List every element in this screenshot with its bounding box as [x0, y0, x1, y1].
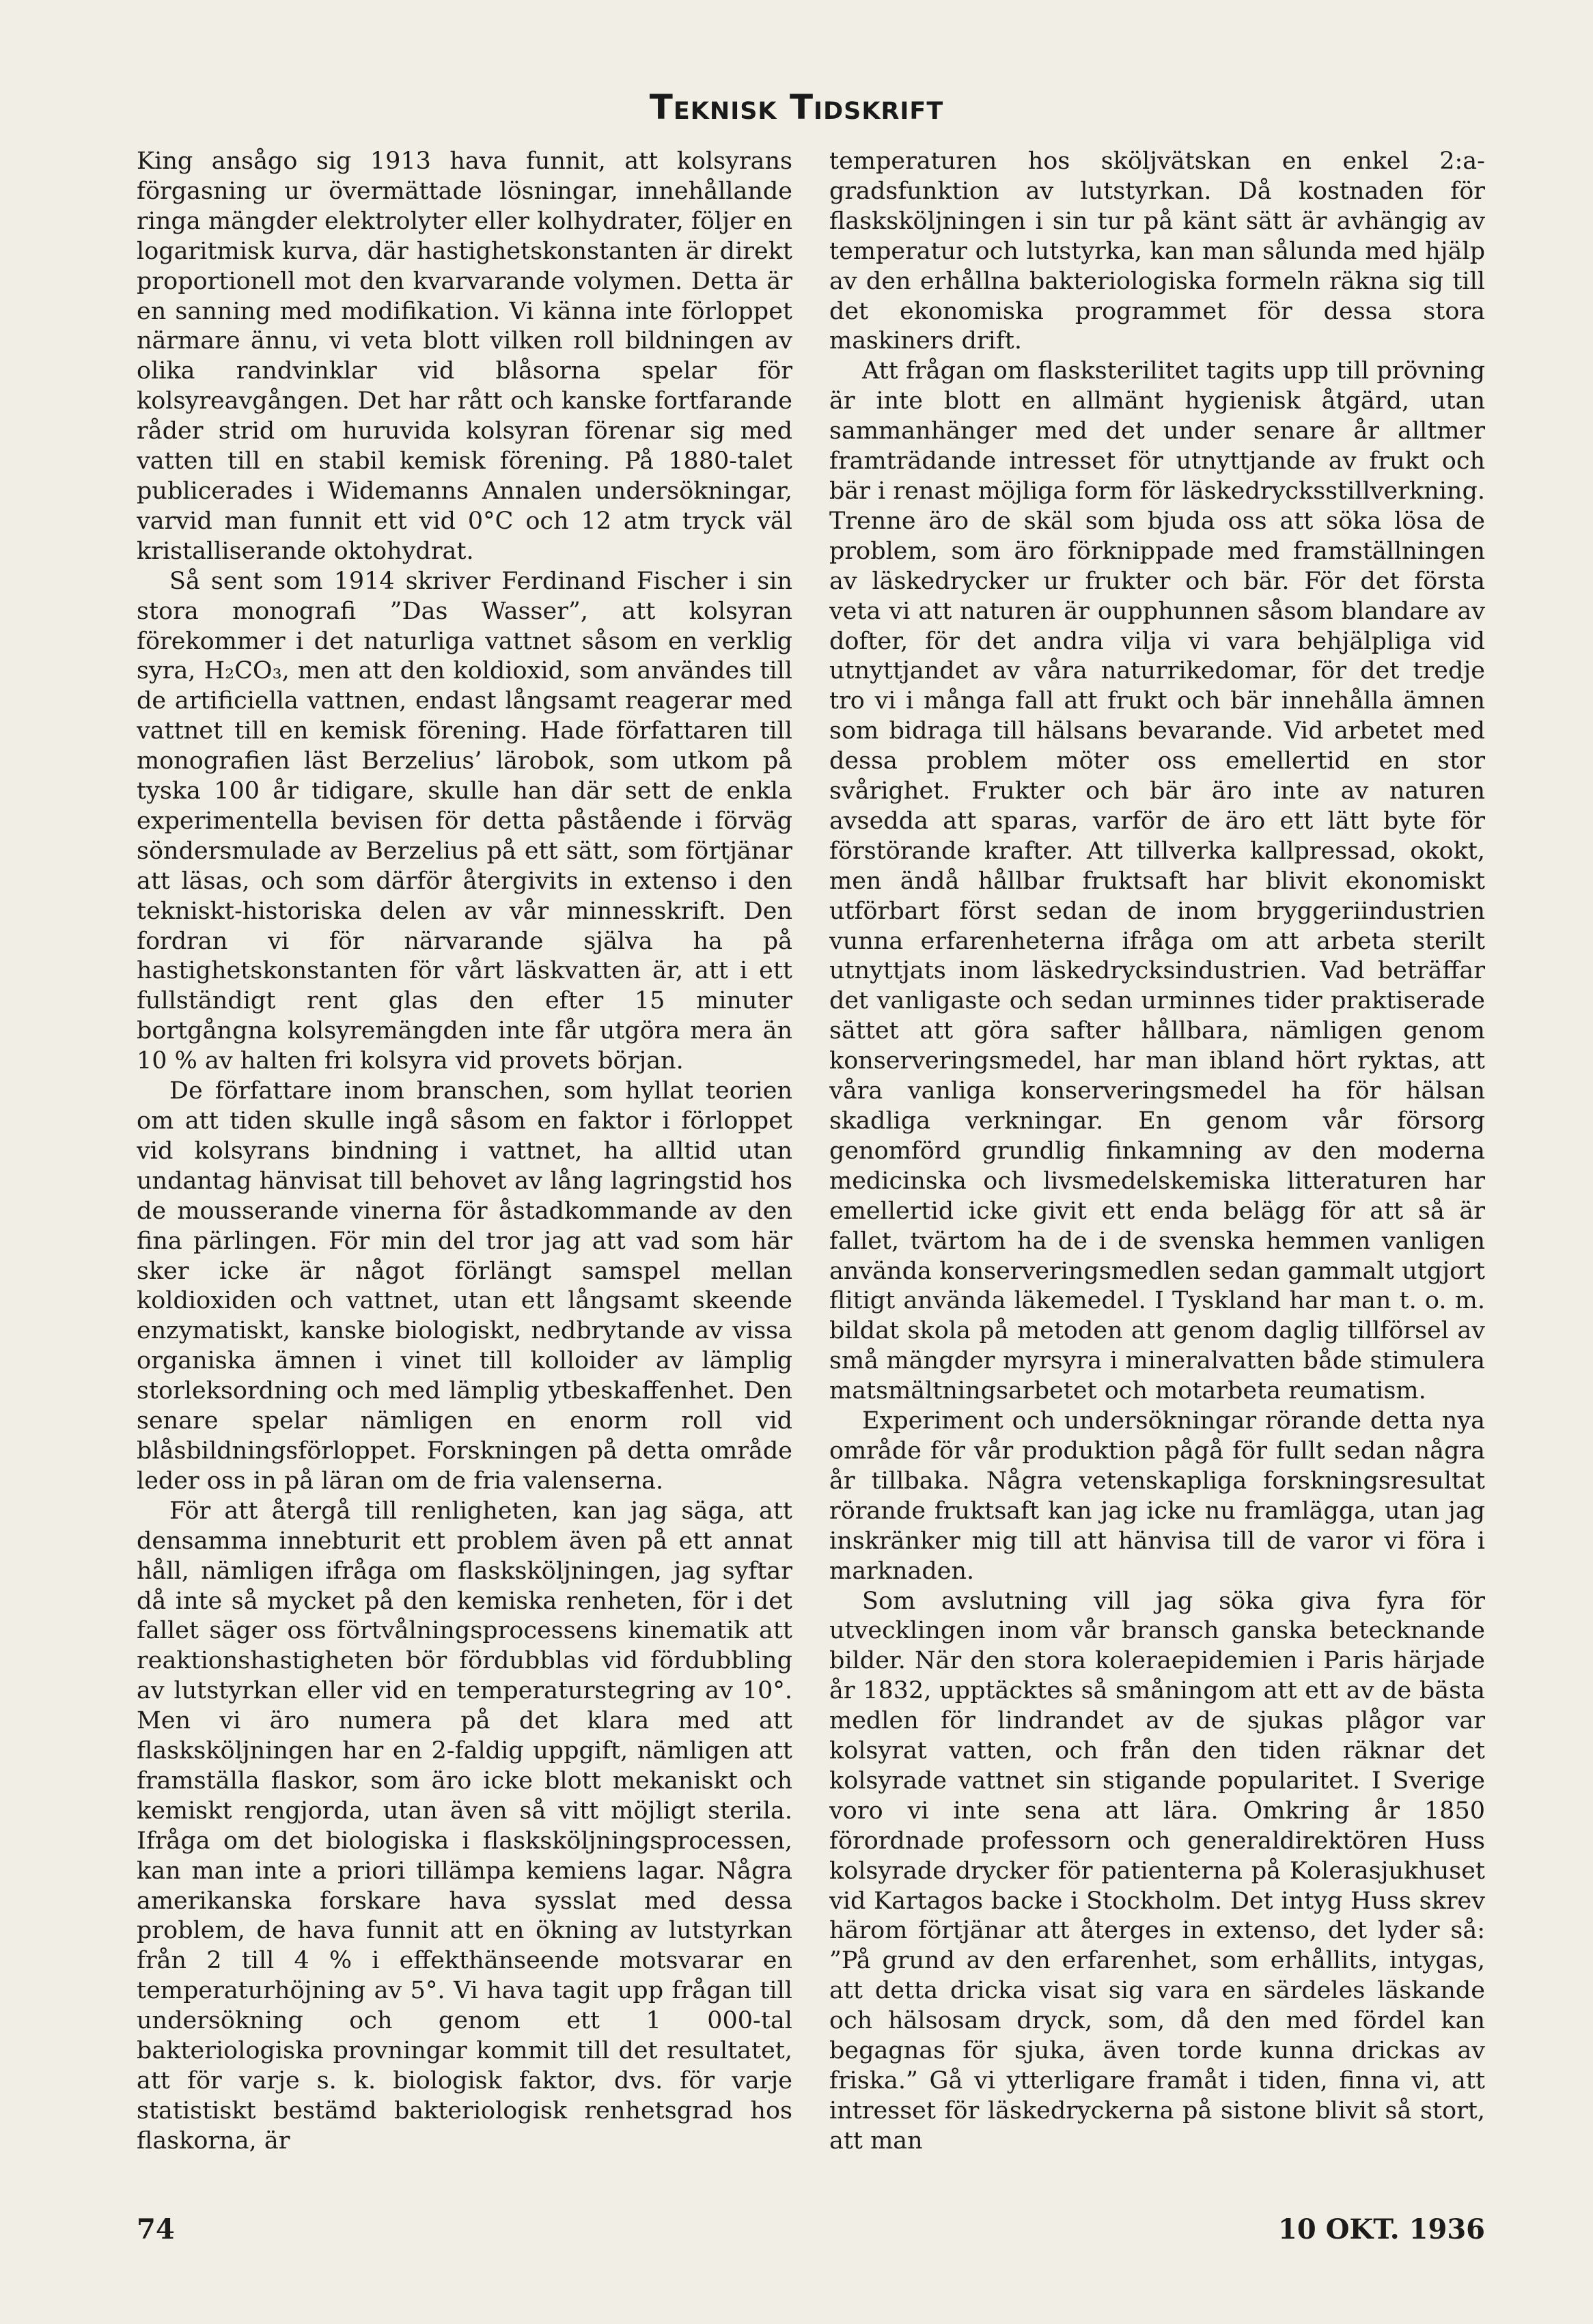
issue-date: 10 OKT. 1936	[1278, 2213, 1485, 2245]
right-column	[829, 147, 1485, 2155]
paragraph: temperaturen hos sköljvätskan en enkel 2:a-gradsfunktion av lutstyrkan. Då kostnaden för flasksköljningen i sin tur på känt sätt är avhängig av temperatur och lutstyrka, kan man sålunda med hjälp av den erhållna bakteriologiska formeln räkna sig till det ekonomiska programmet för dessa stora maskiners drift.	[829, 148, 1485, 355]
paragraph: King ansågo sig 1913 hava funnit, att kolsyrans förgasning ur övermättade lösningar, innehållande ringa mängder elektrolyter eller kolhydrater, följer en logaritmisk kurva, där hastighetskonstanten är direkt proportionell mot den kvarvarande volymen. Detta är en sanning med modifikation. Vi känna inte förloppet närmare ännu, vi veta blott vilken roll bildningen av olika randvinklar vid blåsorna spelar för kolsyreavgången. Det har rått och kanske fortfarande råder strid om huruvida kolsyran förenar sig med vatten till en stabil kemisk förening. På 1880-talet publicerades i Widemanns Annalen undersökningar, varvid man funnit ett vid 0°C och 12 atm tryck väl kristalliserande oktohydrat.	[137, 148, 792, 565]
paragraph: För att återgå till renligheten, kan jag säga, att densamma innebturit ett problem även på ett annat håll, nämligen ifråga om flasksköljningen, jag syftar då inte så mycket på den kemiska renheten, för i det fallet säger oss förtvålningsprocessens kinematik att reaktionshastigheten bör fördubblas vid fördubbling av lutstyrkan eller vid en temperaturstegring av 10°. Men vi äro numera på det klara med att flasksköljningen har en 2-faldig uppgift, nämligen att framställa flaskor, som äro icke blott mekaniskt och kemiskt rengjorda, utan även så vitt möjligt sterila. Ifråga om det biologiska i flasksköljningsprocessen, kan man inte a priori tillämpa kemiens lagar. Några amerikanska forskare hava sysslat med dessa problem, de hava funnit att en ökning av lutstyrkan från 2 till 4 % i effekthänseende motsvarar en temperaturhöjning av 5°. Vi hava tagit upp frågan till undersökning och genom ett 1 000-tal bakteriologiska provningar kommit till det resultatet, att för varje s. k. biologisk faktor, dvs. för varje statistiskt bestämd bakteriologisk renhetsgrad hos flaskorna, är	[137, 1497, 792, 2155]
paragraph: Som avslutning vill jag söka giva fyra för utvecklingen inom vår bransch ganska betecknande bilder. När den stora koleraepidemien i Paris härjade år 1832, upptäcktes så småningom att ett av de bästa medlen för lindrandet av de sjukas plågor var kolsyrat vatten, och från den tiden räknar det kolsyrade vattnet sin stigande popularitet. I Sverige voro vi inte sena att lära. Omkring år 1850 förordnade professorn och generaldirektören Huss kolsyrade drycker för patienterna på Kolerasjukhuset vid Kartagos backe i Stockholm. Det intyg Huss skrev härom förtjänar att återges in extenso, det lyder så: ”På grund av den erfarenhet, som erhållits, intygas, att detta dricka visat sig vara en särdeles läskande och hälsosam dryck, som, då den med fördel kan begagnas för sjuka, även torde kunna drickas av friska.” Gå vi ytterligare framåt i tiden, finna vi, att intresset för läskedryckerna på sistone blivit så stort, att man	[829, 1587, 1485, 2155]
page-number: 74	[137, 2213, 175, 2245]
paragraph: Att frågan om flasksterilitet tagits upp till prövning är inte blott en allmänt hygienisk åtgärd, utan sammanhänger med det under senare år alltmer framträdande intresset för utnyttjande av frukt och bär i renast möjliga form för läskedrycksstillverkning. Trenne äro de skäl som bjuda oss att söka lösa de problem, som äro förknippade med framställningen av läskedrycker ur frukter och bär. För det första veta vi att naturen är oupphunnen såsom blandare av dofter, för det andra vilja vi vara behjälpliga vid utnyttjandet av våra naturrikedomar, för det tredje tro vi i många fall att frukt och bär innehålla ämnen som bidraga till hälsans bevarande. Vid arbetet med dessa problem möter oss emellertid en stor svårighet. Frukter och bär äro inte av naturen avsedda att sparas, varför de äro ett lätt byte för förstörande krafter. Att tillverka kallpressad, okokt, men ändå hållbar fruktsaft har blivit ekonomiskt utförbart först sedan de inom bryggeriindustrien vunna erfarenheterna ifråga om att arbeta sterilt utnyttjats inom läskedrycksindustrien. Vad beträffar det vanligaste och sedan urminnes tider praktiserade sättet att göra safter hållbara, nämligen genom konserveringsmedel, har man ibland hört ryktas, att våra vanliga konserveringsmedel ha för hälsan skadliga verkningar. En genom vår försorg genomförd grundlig finkamning av den moderna medicinska och livsmedelskemiska litteraturen har emellertid icke givit ett enda belägg för att så är fallet, tvärtom ha de i de svenska hemmen vanligen använda konserveringsmedlen sedan gammalt utgjort flitigt använda läkemedel. I Tyskland har man t. o. m. bildat skola på metoden att genom daglig tillförsel av små mängder myrsyra i mineralvatten både stimulera matsmältningsarbetet och motarbeta reumatism.	[829, 357, 1485, 1405]
left-column	[137, 147, 792, 2155]
journal-header: Teknisk Tidskrift	[649, 87, 944, 127]
paragraph: Experiment och undersökningar rörande detta nya område för vår produktion pågå för fullt sedan några år tillbaka. Några vetenskapliga forskningsresultat rörande fruktsaft kan jag icke nu framlägga, utan jag inskränker mig till att hänvisa till de varor vi föra i marknaden.	[829, 1407, 1485, 1585]
paragraph: Så sent som 1914 skriver Ferdinand Fischer i sin stora monografi ”Das Wasser”, att kolsyran förekommer i det naturliga vattnet såsom en verklig syra, H₂CO₃, men att den koldioxid, som användes till de artificiella vattnen, endast långsamt reagerar med vattnet till en kemisk förening. Hade författaren till monografien läst Berzelius’ lärobok, som utkom på tyska 100 år tidigare, skulle han där sett de enkla experimentella bevisen för detta påstående i förväg söndersmulade av Berzelius på ett sätt, som förtjänar att läsas, och som därför återgivits in extenso i den tekniskt-historiska delen av vår minnesskrift. Den fordran vi för närvarande själva ha på hastighetskonstanten för vårt läskvatten är, att i ett fullständigt rent glas den efter 15 minuter bortgångna kolsyremängden inte får utgöra mera än 10 % av halten fri kolsyra vid provets början.	[137, 567, 792, 1075]
paragraph: De författare inom branschen, som hyllat teorien om att tiden skulle ingå såsom en faktor i förloppet vid kolsyrans bindning i vattnet, ha alltid utan undantag hänvisat till behovet av lång lagringstid hos de mousserande vinerna för åstadkommande av den fina pärlingen. För min del tror jag att vad som här sker icke är något förlängt samspel mellan koldioxiden och vattnet, utan ett långsamt skeende enzymatiskt, kanske biologiskt, nedbrytande av vissa organiska ämnen i vinet till kolloider av lämplig storleksordning och med lämplig ytbeskaffenhet. Den senare spelar nämligen en enorm roll vid blåsbildningsförloppet. Forskningen på detta område leder oss in på läran om de fria valenserna.	[137, 1077, 792, 1495]
